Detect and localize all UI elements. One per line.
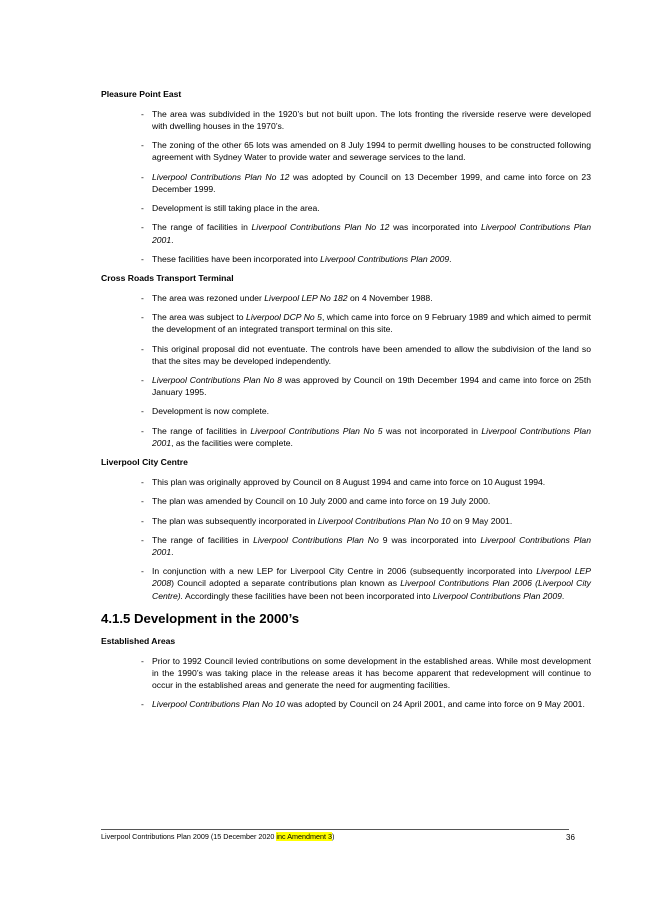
item-text: . [171, 547, 174, 558]
item-text: The zoning of the other 65 lots was amended on 8 July 1994 to permit dwelling houses to be constructed following agreement with Sydney Water to provide water and sewerage services to the land. [152, 140, 591, 163]
plan-reference: Liverpool Contributions Plan No 10 [317, 515, 451, 526]
item-text: The range of facilities in [152, 222, 252, 233]
plan-reference: Liverpool Contributions Plan No 12 [251, 222, 390, 233]
item-text: This plan was originally approved by Council on 8 August 1994 and came into force on 10 August 1994. [152, 477, 546, 488]
bullet-dash: - [141, 655, 144, 666]
footer-rule [101, 829, 569, 830]
item-text: Development is still taking place in the area. [152, 203, 320, 214]
bullet-dash: - [141, 140, 144, 151]
plan-reference: Liverpool Contributions Plan 2001 [152, 425, 591, 448]
bullet-dash: - [141, 699, 144, 710]
bullet-dash: - [141, 343, 144, 354]
bullet-dash: - [141, 566, 144, 577]
plan-reference: Liverpool Contributions Plan No 10 [152, 699, 285, 710]
plan-reference: Liverpool Contributions Plan 2006 (Liverpool City Centre). [152, 578, 591, 601]
item-text: was not incorporated in [382, 425, 482, 436]
item-text: Prior to 1992 Council levied contributions on some development in the established areas. While most development in the 1990’s was taking place in the release areas it has become apparent that redevelopment will continue to occur in the established areas and generate the need for augmenting facilities. [152, 655, 591, 690]
footer-close-paren: ) [331, 832, 335, 841]
plan-reference: Liverpool Contributions Plan No 8 [152, 375, 283, 386]
item-text: was incorporated into [389, 222, 481, 233]
item-text: In conjunction with a new LEP for Liverpool City Centre in 2006 (subsequently incorporated into [152, 566, 537, 577]
item-text: The area was rezoned under [152, 293, 265, 304]
item-text: on 4 November 1988. [347, 293, 433, 304]
list-item [101, 534, 591, 558]
item-text: The plan was amended by Council on 10 July 2000 and came into force on 19 July 2000. [152, 496, 491, 507]
plan-reference: Liverpool Contributions Plan No [253, 534, 379, 545]
list-item [101, 202, 591, 214]
item-text: , which came into force on 9 February 1989 and which aimed to permit the development of an integrated transport terminal on this site. [152, 312, 591, 335]
list-item [101, 171, 591, 195]
list-item [101, 698, 591, 710]
list-item [101, 253, 591, 265]
list-item [101, 221, 591, 245]
item-text: The area was subdivided in the 1920’s but not built upon. The lots fronting the riverside reserve were developed with dwelling houses in the 1970’s. [152, 109, 591, 132]
bullet-dash: - [141, 109, 144, 119]
bullet-dash: - [141, 515, 144, 526]
bullet-dash: - [141, 312, 144, 323]
bullet-dash: - [141, 203, 144, 214]
item-text: The range of facilities in [152, 534, 254, 545]
bullet-dash: - [141, 477, 144, 488]
plan-reference: Liverpool LEP 2008 [152, 566, 592, 589]
item-text: The range of facilities in [152, 425, 251, 436]
bullet-dash: - [141, 406, 144, 417]
list-item [101, 565, 591, 601]
item-text: was approved by Council on 19th December 1994 and came into force on 25th January 1995. [152, 375, 591, 398]
item-text: . [171, 234, 174, 245]
list-item [101, 405, 591, 417]
bullet-dash: - [141, 253, 144, 264]
item-text: , as the facilities were complete. [171, 437, 293, 448]
bullet-dash: - [141, 496, 144, 507]
section-heading: 4.1.5 Development in the 2000’s [101, 610, 300, 626]
bullet-dash: - [141, 425, 144, 436]
item-text: . [561, 590, 565, 601]
item-text: This original proposal did not eventuate. The controls have been amended to allow the subdivision of the land so that the sites may be developed independently. [152, 343, 591, 366]
page-content [101, 88, 591, 717]
list-item [101, 476, 591, 488]
item-text: was adopted by Council on 13 December 1999, and came into force on 23 December 1999. [152, 171, 591, 194]
page-number: 36 [566, 833, 575, 842]
list-item [101, 292, 591, 304]
item-text: These facilities have been incorporated into [152, 253, 321, 264]
plan-reference: Liverpool LEP No 182 [264, 293, 348, 304]
plan-reference: Liverpool Contributions Plan No 12 [152, 171, 290, 182]
item-text: ) Council adopted a separate contributions plan known as [171, 578, 401, 589]
plan-reference: Liverpool Contributions Plan 2001 [152, 534, 591, 558]
plan-reference: Liverpool Contributions Plan 2009 [320, 253, 450, 264]
bullet-dash: - [141, 171, 144, 182]
subsection-heading: Pleasure Point East [101, 89, 182, 99]
subsection-heading: Cross Roads Transport Terminal [101, 273, 234, 284]
plan-reference: Liverpool DCP No 5 [246, 312, 322, 323]
footer-text [101, 832, 334, 842]
subsection-heading: Liverpool City Centre [101, 457, 188, 468]
bullet-dash: - [141, 293, 144, 304]
footer-amendment-highlight: inc Amendment 3 [276, 832, 332, 841]
item-text: 9 was incorporated into [378, 534, 481, 545]
subsection-heading: Established Areas [101, 635, 176, 646]
item-text: Accordingly these facilities have been not been incorporated into [183, 590, 433, 601]
footer-plan-title: Liverpool Contributions Plan 2009 (15 December 2020 [101, 832, 277, 841]
bullet-dash: - [141, 534, 144, 545]
item-text: The plan was subsequently incorporated in [152, 515, 318, 526]
item-text: The area was subject to [152, 312, 247, 323]
list-item [101, 343, 591, 367]
item-text: on 9 May 2001. [450, 515, 513, 526]
list-item [101, 425, 591, 449]
list-item [101, 374, 591, 398]
plan-reference: Liverpool Contributions Plan 2001 [152, 222, 591, 245]
bullet-dash: - [141, 222, 144, 233]
plan-reference: Liverpool Contributions Plan No 5 [250, 425, 383, 436]
item-text: Development is now complete. [152, 406, 270, 417]
list-item [101, 108, 591, 132]
plan-reference: Liverpool Contributions Plan 2009 [432, 590, 562, 601]
list-item [101, 311, 591, 335]
bullet-dash: - [141, 375, 144, 386]
item-text: was adopted by Council on 24 April 2001, and came into force on 9 May 2001. [284, 699, 585, 710]
list-item [101, 655, 591, 691]
list-item [101, 139, 591, 163]
list-item [101, 495, 591, 507]
list-item [101, 515, 591, 527]
item-text: . [449, 253, 452, 264]
